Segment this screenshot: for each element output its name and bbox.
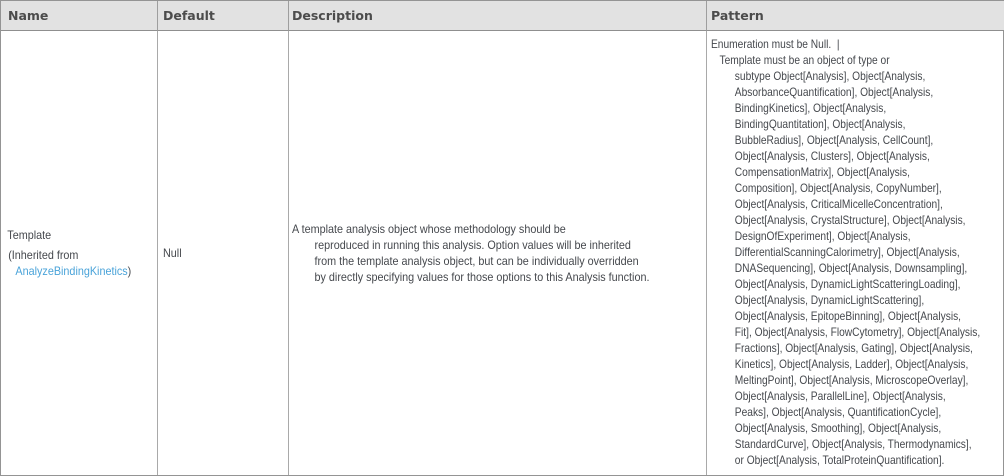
text-line: DifferentialScanningCalorimetry], Object[Analysis, <box>734 245 960 259</box>
column-header-name <box>1 1 157 31</box>
analyze-binding-kinetics-link[interactable]: AnalyzeBindingKinetics <box>15 264 128 278</box>
text-line: Kinetics], Object[Analysis, Ladder], Object[Analysis, <box>734 357 969 371</box>
text-line: AbsorbanceQuantification], Object[Analysis, <box>734 85 934 99</box>
text-line: Composition], Object[Analysis, CopyNumber], <box>734 181 942 195</box>
column-header-description <box>288 1 706 31</box>
column-header-label: Pattern <box>711 8 764 23</box>
text-line: Object[Analysis, DynamicLightScatteringLoading], <box>734 277 961 291</box>
text-line: MeltingPoint], Object[Analysis, MicroscopeOverlay], <box>734 373 969 387</box>
text-line: reproduced in running this analysis. Option values will be inherited <box>314 238 631 252</box>
description-cell <box>288 31 706 475</box>
text-line: Fit], Object[Analysis, FlowCytometry], Object[Analysis, <box>734 325 981 339</box>
text-line: CompensationMatrix], Object[Analysis, <box>734 165 910 179</box>
text-line: Object[Analysis, CriticalMicelleConcentration], <box>734 197 943 211</box>
text-line: subtype Object[Analysis], Object[Analysis, <box>734 69 926 83</box>
pattern-text <box>711 36 1004 468</box>
pattern-cell <box>706 31 1004 475</box>
column-header-pattern <box>706 1 1004 31</box>
text-line: Template must be an object of type or <box>719 53 890 67</box>
option-name: Template <box>7 228 52 242</box>
text-line: DesignOfExperiment], Object[Analysis, <box>734 229 911 243</box>
column-header-label: Name <box>8 8 49 23</box>
column-header-label: Default <box>163 8 215 23</box>
text-line: BindingKinetics], Object[Analysis, <box>734 101 887 115</box>
text-line: Object[Analysis, EpitopeBinning], Object[Analysis, <box>734 309 962 323</box>
text-line: BubbleRadius], Object[Analysis, CellCount], <box>734 133 934 147</box>
text-line: A template analysis object whose methodology should be <box>292 222 566 236</box>
text-line: Enumeration must be Null. | <box>711 37 840 51</box>
text-line: by directly specifying values for those options to this Analysis function. <box>314 270 650 284</box>
inherited-suffix: ) <box>127 264 132 278</box>
text-line: DNASequencing], Object[Analysis, Downsampling], <box>734 261 968 275</box>
text-line: StandardCurve], Object[Analysis, Thermodynamics], <box>734 437 972 451</box>
inherited-from-text: (Inherited from <box>8 248 79 262</box>
text-line: or Object[Analysis, TotalProteinQuantification]. <box>734 453 945 467</box>
text-line: Object[Analysis, DynamicLightScattering], <box>734 293 925 307</box>
text-line: BindingQuantitation], Object[Analysis, <box>734 117 906 131</box>
default-cell <box>157 31 288 475</box>
inherited-link-line <box>1 263 141 279</box>
column-header-default <box>157 1 288 31</box>
text-line: from the template analysis object, but can be individually overridden <box>314 254 639 268</box>
column-header-label: Description <box>292 8 373 23</box>
default-value: Null <box>163 246 182 260</box>
text-line: Fractions], Object[Analysis, Gating], Object[Analysis, <box>734 341 973 355</box>
text-line: Object[Analysis, CrystalStructure], Object[Analysis, <box>734 213 966 227</box>
text-line: Object[Analysis, ParallelLine], Object[Analysis, <box>734 389 946 403</box>
description-text <box>292 221 706 285</box>
text-line: Object[Analysis, Clusters], Object[Analysis, <box>734 149 930 163</box>
text-line: Peaks], Object[Analysis, QuantificationCycle], <box>734 405 942 419</box>
name-cell <box>1 31 157 475</box>
text-line: Object[Analysis, Smoothing], Object[Analysis, <box>734 421 942 435</box>
